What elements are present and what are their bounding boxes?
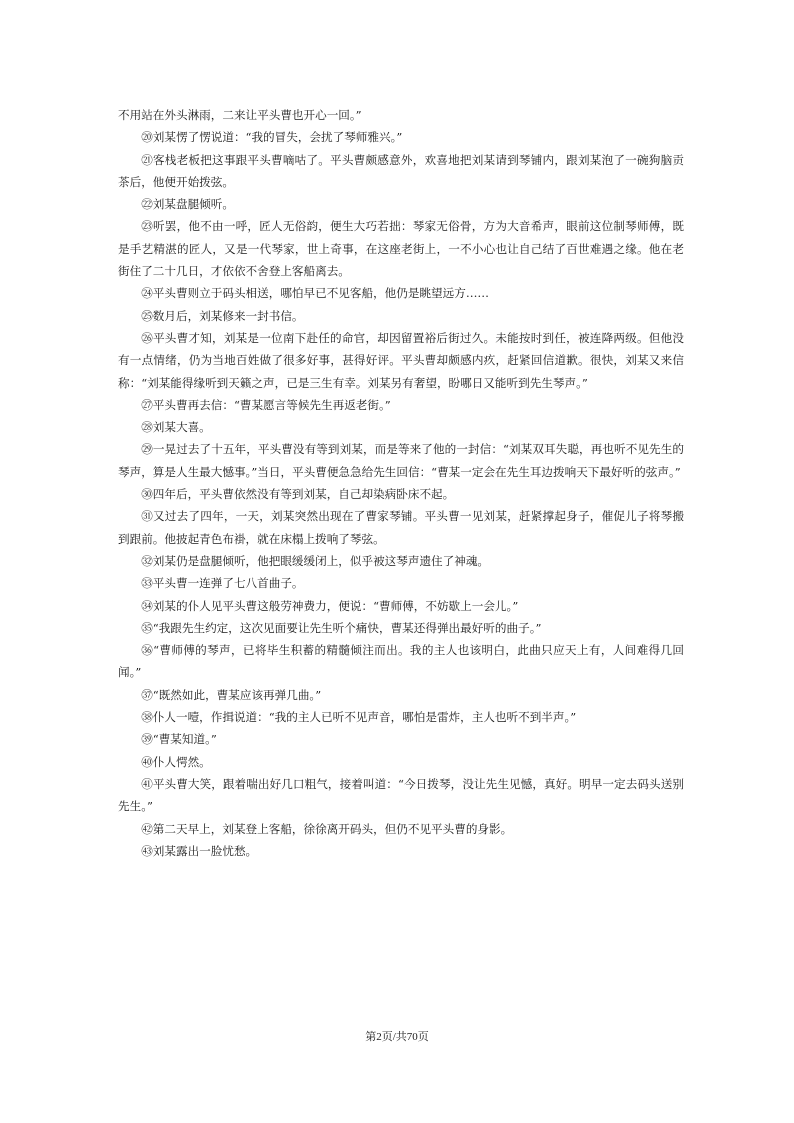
paragraph-35: ㉟“我跟先生约定，这次见面要让先生听个痛快，曹某还得弹出最好听的曲子。” [141,620,542,635]
paragraph-22: ㉒刘某盘腿倾听。 [141,197,234,212]
paragraph-32: ㉜刘某仍是盘腿倾听，他把眼缓缓闭上，似乎被这琴声遗住了神魂。 [141,553,490,568]
page-number: 第2页/共70页 [365,1031,429,1043]
paragraph-24: ㉔平头曹则立于码头相送，哪怕早已不见客船，他仍是眺望远方…… [141,286,490,301]
paragraph-28: ㉘刘某大喜。 [141,420,211,435]
paragraph-43: ㊸刘某露出一脸忧愁。 [141,843,258,858]
paragraph-41: ㊶平头曹大笑，跟着喘出好几口粗气，接着叫道：“今日拨琴，没让先生见憾，真好。明早一定去码头送别先生。” [118,776,684,814]
paragraph-20: ⑳刘某愣了愣说道：“我的冒失，会扰了琴师雅兴。” [141,130,403,145]
paragraph-37: ㊲“既然如此，曹某应该再弹几曲。” [141,687,322,702]
paragraph-30: ㉚四年后，平头曹依然没有等到刘某，自己却染病卧床不起。 [141,487,455,502]
paragraph-34: ㉞刘某的仆人见平头曹这般劳神费力，便说：“曹师傅，不妨歇上一会儿。” [141,598,519,613]
story-text [118,104,684,862]
paragraph-42: ㊷第二天早上，刘某登上客船，徐徐离开码头，但仍不见平头曹的身影。 [141,821,513,836]
paragraph-38: ㊳仆人一噎，作揖说道：“我的主人已听不见声音，哪怕是雷炸，主人也听不到半声。” [141,710,577,725]
paragraph-36: ㊱“曹师傅的琴声，已将毕生积蓄的精髓倾注而出。我的主人也该明白，此曲只应天上有，人间难得几回闻。” [118,643,684,680]
paragraph-continuation: 不用站在外头淋雨，二来让平头曹也开心一回。” [118,108,362,122]
paragraph-23: ㉓听罢，他不由一呼，匠人无俗韵，便生大巧若拙：琴家无俗骨，方为大音希声，眼前这位制琴师傅，既是手艺精湛的匠人，又是一代琴家，世上奇事，在这座老街上，一不小心也让自己结了百世难遇之缘。他在老街住了二十几日，才依依不舍登上客船离去。 [118,219,684,279]
paragraph-21: ㉑客栈老板把这事跟平头曹嘀咕了。平头曹颇感意外，欢喜地把刘某请到琴铺内，跟刘某泡了一碗狗脑贡茶后，他便开始拨弦。 [118,152,684,189]
paragraph-27: ㉗平头曹再去信：“曹某愿言等候先生再返老街。” [141,397,391,412]
paragraph-39: ㊴“曹某知道。” [141,732,217,747]
paragraph-26: ㉖平头曹才知，刘某是一位南下赴任的命官，却因留置裕后街过久。未能按时到任，被连降两级。但他没有一点情绪，仍为当地百姓做了很多好事，甚得好评。平头曹却颇感内疚，赶紧回信道歉。很快，刘某又来信称：“刘某能得缘听到天籁之声，已是三生有幸。刘某另有奢望，盼哪日又能听到先生琴声。” [118,330,684,390]
paragraph-40: ㊵仆人愕然。 [141,754,211,769]
paragraph-33: ㉝平头曹一连弹了七八首曲子。 [141,576,304,591]
paragraph-29: ㉙一晃过去了十五年，平头曹没有等到刘某，而是等来了他的一封信：“刘某双耳失聪，再也听不见先生的琴声，算是人生最大憾事。”当日，平头曹便急急给先生回信：“曹某一定会在先生耳边拨响天下最好听的弦声。” [118,442,684,479]
paragraph-31: ㉛又过去了四年，一天，刘某突然出现在了曹家琴铺。平头曹一见刘某，赶紧撑起身子，催促儿子将琴搬到跟前。他披起青色布褂，就在床榻上拨响了琴弦。 [118,509,684,546]
paragraph-25: ㉕数月后，刘某修来一封书信。 [141,308,304,323]
